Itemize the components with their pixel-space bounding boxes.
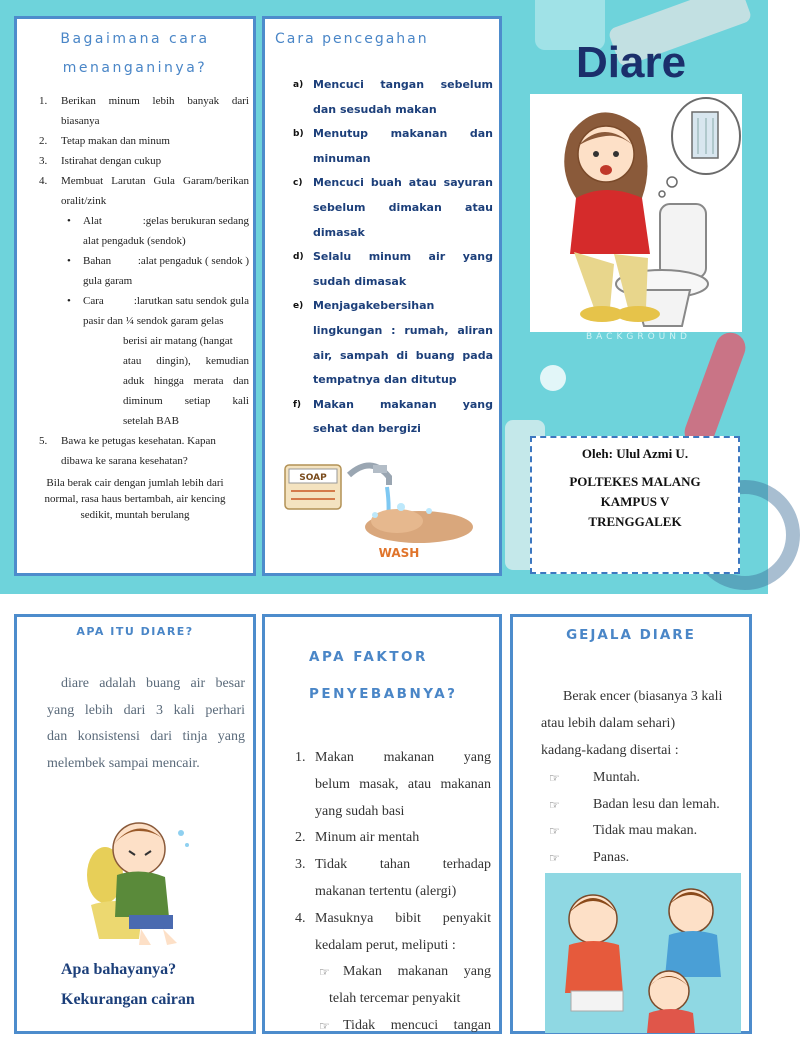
- cause-item: 2. Minum air mentah: [295, 830, 420, 846]
- panel-symptoms: [510, 614, 752, 1034]
- handling-item: 2. Tetap makan dan minum: [39, 135, 170, 147]
- handling-list: [39, 91, 249, 471]
- cause-item: 4. Masuknya bibit penyakit kedalam perut, meliputi :: [295, 910, 491, 953]
- symptom-item: ☞ Tidak mau makan.: [549, 818, 749, 845]
- cover-title: Diare: [576, 38, 687, 87]
- cause-list: [295, 745, 491, 1040]
- prevention-item: a) Mencuci tangan sebelum dan sesudah makan: [293, 78, 493, 116]
- sick-children-illustration: [545, 873, 741, 1033]
- prevention-item: f) Makan makanan yang sehat dan bergizi: [293, 397, 493, 436]
- what-title: APA ITU DIARE?: [76, 625, 194, 638]
- cover-author-box: [530, 436, 740, 574]
- handling-item: 1. Berikan minum lebih banyak dari biasanya: [39, 95, 249, 127]
- cause-item: 3. Tidak tahan terhadap makanan tertentu (alergi): [295, 857, 491, 899]
- prevention-item: b) Menutup makanan dan minuman: [293, 127, 493, 165]
- finger-pointing-icon: ☞: [549, 797, 560, 812]
- prevention-list: [293, 73, 493, 442]
- danger-question: Apa bahayanya?: [61, 961, 177, 978]
- prevention-item: c) Mencuci buah atau sayuran sebelum dimakan atau dimasak: [293, 176, 493, 239]
- finger-pointing-icon: ☞: [319, 1018, 330, 1033]
- symptom-item: ☞ Badan lesu dan lemah.: [549, 792, 749, 819]
- cause-title-line2: PENYEBABNYA?: [309, 686, 458, 702]
- panel-cover: [510, 0, 768, 594]
- prevention-item: d) Selalu minum air yang sudah dimasak: [293, 250, 493, 288]
- cover-institution-line1: POLTEKES MALANG: [569, 474, 701, 489]
- what-definition: diare adalah buang air besar yang lebih dari 3 kali perhari dan konsistensi dari tinja yang melembek sampai mencair.: [47, 676, 245, 771]
- handling-title-line2: menanganinya?: [62, 60, 208, 76]
- finger-pointing-icon: ☞: [549, 771, 560, 785]
- handling-cara-continued: berisi air matang (hangat atau dingin), kemudian aduk hingga merata dan diminum setiap kali setelah BAB: [123, 335, 249, 427]
- finger-pointing-icon: ☞: [549, 824, 560, 838]
- prevention-title: Cara pencegahan: [275, 31, 429, 47]
- cover-background-word: BACKGROUND: [586, 332, 691, 342]
- symptom-item: ☞ Panas.: [549, 845, 749, 872]
- wash-label: WASH: [378, 546, 420, 560]
- cause-title-line1: APA FAKTOR: [309, 649, 428, 665]
- symptom-intro: Berak encer (biasanya 3 kali atau lebih dalam sehari) kadang-kadang disertai :: [541, 689, 723, 758]
- boy-on-potty-illustration: [81, 809, 201, 949]
- handwashing-illustration: [279, 455, 489, 565]
- handling-sub-item: • Bahan :alat pengaduk ( sendok ) gula garam: [67, 255, 249, 287]
- cause-sub-item: ☞ Makan makanan yang telah tercemar penyakit: [295, 959, 491, 1013]
- handling-item: 3. Istirahat dengan cukup: [39, 155, 162, 167]
- cover-institution-line3: TRENGGALEK: [588, 514, 682, 529]
- panel-prevention: [262, 16, 502, 576]
- brochure-inside: [0, 594, 768, 1033]
- symptom-item: ☞ Muntah.: [549, 765, 749, 792]
- handling-item: 5. Bawa ke petugas kesehatan. Kapan dibawa ke sarana kesehatan?: [39, 435, 216, 467]
- soap-label: SOAP: [299, 473, 327, 483]
- symptom-title: GEJALA DIARE: [566, 627, 696, 643]
- panel-handling: [14, 16, 256, 576]
- girl-on-toilet-illustration: [530, 94, 742, 332]
- symptom-list: [549, 765, 749, 871]
- finger-pointing-icon: ☞: [549, 850, 560, 865]
- panel-cause: [262, 614, 502, 1034]
- prevention-item: e) Menjagakebersihan lingkungan : rumah, aliran air, sampah di buang pada tempatnya dan ditutup: [293, 299, 493, 387]
- finger-pointing-icon: ☞: [319, 965, 330, 980]
- handling-title-line1: Bagaimana cara: [60, 31, 210, 47]
- panel-what-is: [14, 614, 256, 1034]
- handling-note: Bila berak cair dengan jumlah lebih dari normal, rasa haus bertambah, air kencing sedikit, muntah berulang: [44, 477, 226, 521]
- handling-sub-item: • Alat :gelas berukuran sedang alat pengaduk (sendok): [67, 215, 249, 247]
- handling-item: 4. Membuat Larutan Gula Garam/berikan oralit/zink: [39, 175, 249, 207]
- danger-answer: Kekurangan cairan: [61, 991, 195, 1008]
- cover-institution-line2: KAMPUS V: [600, 494, 670, 509]
- cover-author: Oleh: Ulul Azmi U.: [581, 446, 689, 461]
- cause-item: 1. Makan makanan yang belum masak, atau makanan yang sudah basi: [295, 750, 491, 819]
- handling-sub-item: • Cara :larutkan satu sendok gula pasir dan ¼ sendok garam gelas: [67, 295, 249, 327]
- cause-sub-item: ☞ Tidak mencuci tangan: [295, 1013, 491, 1040]
